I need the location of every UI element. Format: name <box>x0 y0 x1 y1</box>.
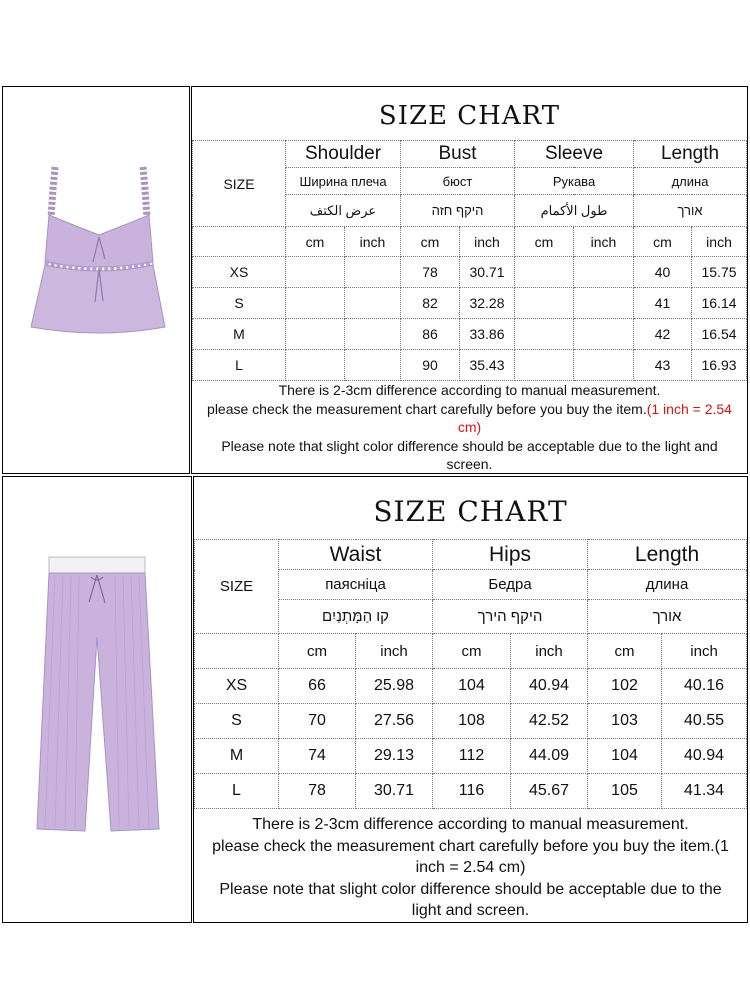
top-notes <box>192 381 747 474</box>
col-waist-en: Waist <box>279 540 433 570</box>
value-cell <box>345 350 401 381</box>
value-cell <box>286 350 345 381</box>
value-cell: 35.43 <box>460 350 515 381</box>
col-hips-he: היקף הירך <box>433 600 588 634</box>
value-cell: 30.71 <box>356 774 433 809</box>
note-inch-conversion: (1 inch = 2.54 cm) <box>457 400 732 435</box>
value-cell <box>574 257 634 288</box>
size-header: SIZE <box>195 540 279 634</box>
unit-cm: cm <box>634 227 692 257</box>
col-shoulder-en: Shoulder <box>286 141 401 168</box>
bottom-notes <box>194 814 747 922</box>
value-cell: 104 <box>433 669 511 704</box>
value-cell: 33.86 <box>460 319 515 350</box>
value-cell: 16.54 <box>692 319 747 350</box>
value-cell <box>574 319 634 350</box>
value-cell: 42 <box>634 319 692 350</box>
table-row <box>193 350 747 381</box>
note-measurement: There is 2-3cm difference according to manual measurement. <box>278 382 661 398</box>
value-cell: 82 <box>401 288 460 319</box>
col-hips-ru: Бедра <box>433 570 588 600</box>
size-cell: L <box>193 350 286 381</box>
table-row <box>195 704 747 739</box>
value-cell: 44.09 <box>511 739 588 774</box>
bottom-chart-title: SIZE CHART <box>373 495 568 528</box>
col-hips-en: Hips <box>433 540 588 570</box>
col-length-en: Length <box>588 540 747 570</box>
col-sleeve-ru: Рукава <box>515 168 634 195</box>
value-cell: 16.14 <box>692 288 747 319</box>
note-color: Please note that slight color difference should be acceptable due to the light and screen. <box>221 437 718 472</box>
unit-empty <box>193 227 286 257</box>
value-cell: 40.55 <box>662 704 747 739</box>
value-cell: 40.16 <box>662 669 747 704</box>
value-cell: 29.13 <box>356 739 433 774</box>
value-cell: 32.28 <box>460 288 515 319</box>
value-cell: 66 <box>279 669 356 704</box>
top-size-table <box>192 140 747 381</box>
unit-inch: inch <box>511 634 588 669</box>
value-cell: 70 <box>279 704 356 739</box>
value-cell: 112 <box>433 739 511 774</box>
col-sleeve-en: Sleeve <box>515 141 634 168</box>
table-row <box>193 257 747 288</box>
value-cell: 41 <box>634 288 692 319</box>
value-cell <box>345 288 401 319</box>
cami-top-image <box>3 87 189 473</box>
table-row <box>193 319 747 350</box>
table-row <box>195 739 747 774</box>
note-measurement: There is 2-3cm difference according to manual measurement. <box>252 816 689 833</box>
col-length-he: אורך <box>588 600 747 634</box>
size-cell: M <box>195 739 279 774</box>
value-cell: 116 <box>433 774 511 809</box>
note-color: Please note that slight color difference should be acceptable due to the light and screen. <box>219 880 722 919</box>
value-cell <box>286 257 345 288</box>
table-row <box>195 669 747 704</box>
value-cell: 78 <box>279 774 356 809</box>
value-cell: 40.94 <box>662 739 747 774</box>
col-shoulder-ar: عرض الكتف <box>286 195 401 227</box>
unit-empty <box>195 634 279 669</box>
value-cell: 27.56 <box>356 704 433 739</box>
value-cell: 108 <box>433 704 511 739</box>
value-cell <box>515 350 574 381</box>
bottom-size-chart <box>193 476 748 923</box>
value-cell <box>515 288 574 319</box>
unit-inch: inch <box>662 634 747 669</box>
top-size-chart <box>191 86 748 474</box>
size-cell: XS <box>195 669 279 704</box>
value-cell <box>345 257 401 288</box>
value-cell: 90 <box>401 350 460 381</box>
value-cell <box>345 319 401 350</box>
value-cell: 78 <box>401 257 460 288</box>
value-cell <box>574 350 634 381</box>
unit-inch: inch <box>692 227 747 257</box>
value-cell: 102 <box>588 669 662 704</box>
value-cell: 42.52 <box>511 704 588 739</box>
col-shoulder-ru: Ширина плеча <box>286 168 401 195</box>
unit-inch: inch <box>460 227 515 257</box>
size-cell: M <box>193 319 286 350</box>
unit-cm: cm <box>588 634 662 669</box>
value-cell: 25.98 <box>356 669 433 704</box>
value-cell: 86 <box>401 319 460 350</box>
value-cell: 104 <box>588 739 662 774</box>
value-cell: 103 <box>588 704 662 739</box>
col-length-ar: אורך <box>634 195 747 227</box>
unit-inch: inch <box>356 634 433 669</box>
value-cell: 41.34 <box>662 774 747 809</box>
value-cell: 40.94 <box>511 669 588 704</box>
unit-cm: cm <box>286 227 345 257</box>
value-cell <box>286 288 345 319</box>
value-cell: 74 <box>279 739 356 774</box>
note-check-chart: please check the measurement chart carefully before you buy the item.(1 inch = 2.54 cm) <box>207 400 732 435</box>
value-cell <box>515 319 574 350</box>
size-cell: L <box>195 774 279 809</box>
unit-cm: cm <box>515 227 574 257</box>
unit-inch: inch <box>345 227 401 257</box>
unit-inch: inch <box>574 227 634 257</box>
col-bust-ar: היקף חזה <box>401 195 515 227</box>
value-cell: 30.71 <box>460 257 515 288</box>
col-length-en: Length <box>634 141 747 168</box>
value-cell: 16.93 <box>692 350 747 381</box>
note-check-chart: please check the measurement chart carefully before you buy the item.(1 inch = 2.54 cm) <box>212 837 729 876</box>
unit-cm: cm <box>433 634 511 669</box>
top-chart-title: SIZE CHART <box>378 101 561 131</box>
size-cell: S <box>195 704 279 739</box>
table-row <box>193 288 747 319</box>
col-bust-en: Bust <box>401 141 515 168</box>
size-cell: S <box>193 288 286 319</box>
unit-cm: cm <box>279 634 356 669</box>
col-length-ru: длина <box>588 570 747 600</box>
value-cell <box>286 319 345 350</box>
value-cell: 43 <box>634 350 692 381</box>
value-cell: 15.75 <box>692 257 747 288</box>
col-bust-ru: бюст <box>401 168 515 195</box>
top-product-image-cell <box>2 86 190 474</box>
value-cell <box>574 288 634 319</box>
col-waist-he: קו הַמָּתְנַיִם <box>279 600 433 634</box>
size-cell: XS <box>193 257 286 288</box>
value-cell: 45.67 <box>511 774 588 809</box>
table-row <box>195 774 747 809</box>
size-header: SIZE <box>193 141 286 227</box>
trousers-image <box>3 477 191 922</box>
value-cell <box>515 257 574 288</box>
value-cell: 40 <box>634 257 692 288</box>
value-cell: 105 <box>588 774 662 809</box>
col-length-ru: длина <box>634 168 747 195</box>
col-sleeve-ar: طول الأكمام <box>515 195 634 227</box>
col-waist-ru: паясніца <box>279 570 433 600</box>
bottom-product-image-cell <box>2 476 192 923</box>
unit-cm: cm <box>401 227 460 257</box>
bottom-size-table <box>194 539 747 809</box>
